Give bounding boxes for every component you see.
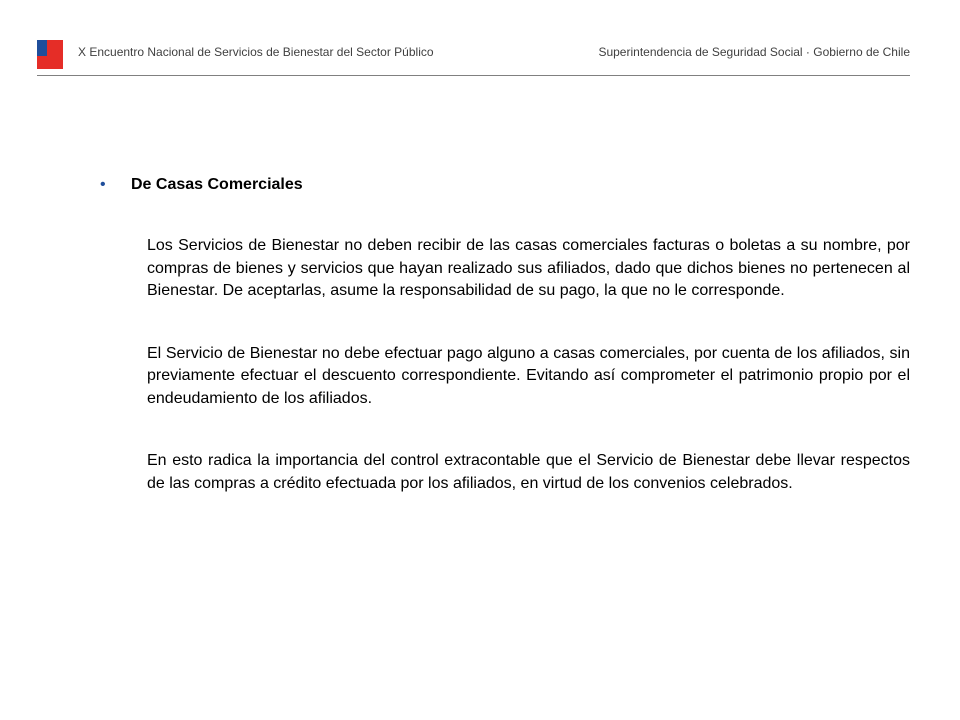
slide-content [100,176,910,495]
slide-header [0,0,960,80]
bullet-heading: De Casas Comerciales [131,176,303,193]
paragraph-3: En esto radica la importancia del control extracontable que el Servicio de Bienestar debe llevar respectos de las compras a crédito efectuada por los afiliados, en virtud de los convenios celebrados. [147,452,910,492]
paragraph-2: El Servicio de Bienestar no debe efectuar pago alguno a casas comerciales, por cuenta de los afiliados, sin previamente efectuar el descuento correspondiente. Evitando así comprometer el patrimonio propio por el endeudamiento de los afiliados. [147,344,910,407]
chile-government-logo-icon [37,40,63,69]
paragraph-1: Los Servicios de Bienestar no deben recibir de las casas comerciales facturas o boletas a su nombre, por compras de bienes y servicios que hayan realizado sus afiliados, dado que dichos bienes no pertenecen al Bienestar. De aceptarlas, asume la responsabilidad de su pago, la que no le corresponde. [147,237,910,299]
event-title: X Encuentro Nacional de Servicios de Bienestar del Sector Público [78,45,434,59]
organization-name: Superintendencia de Seguridad Social · Gobierno de Chile [598,45,910,59]
bullet-icon: • [100,176,106,193]
bullet-item [100,176,910,194]
header-divider [37,75,910,76]
